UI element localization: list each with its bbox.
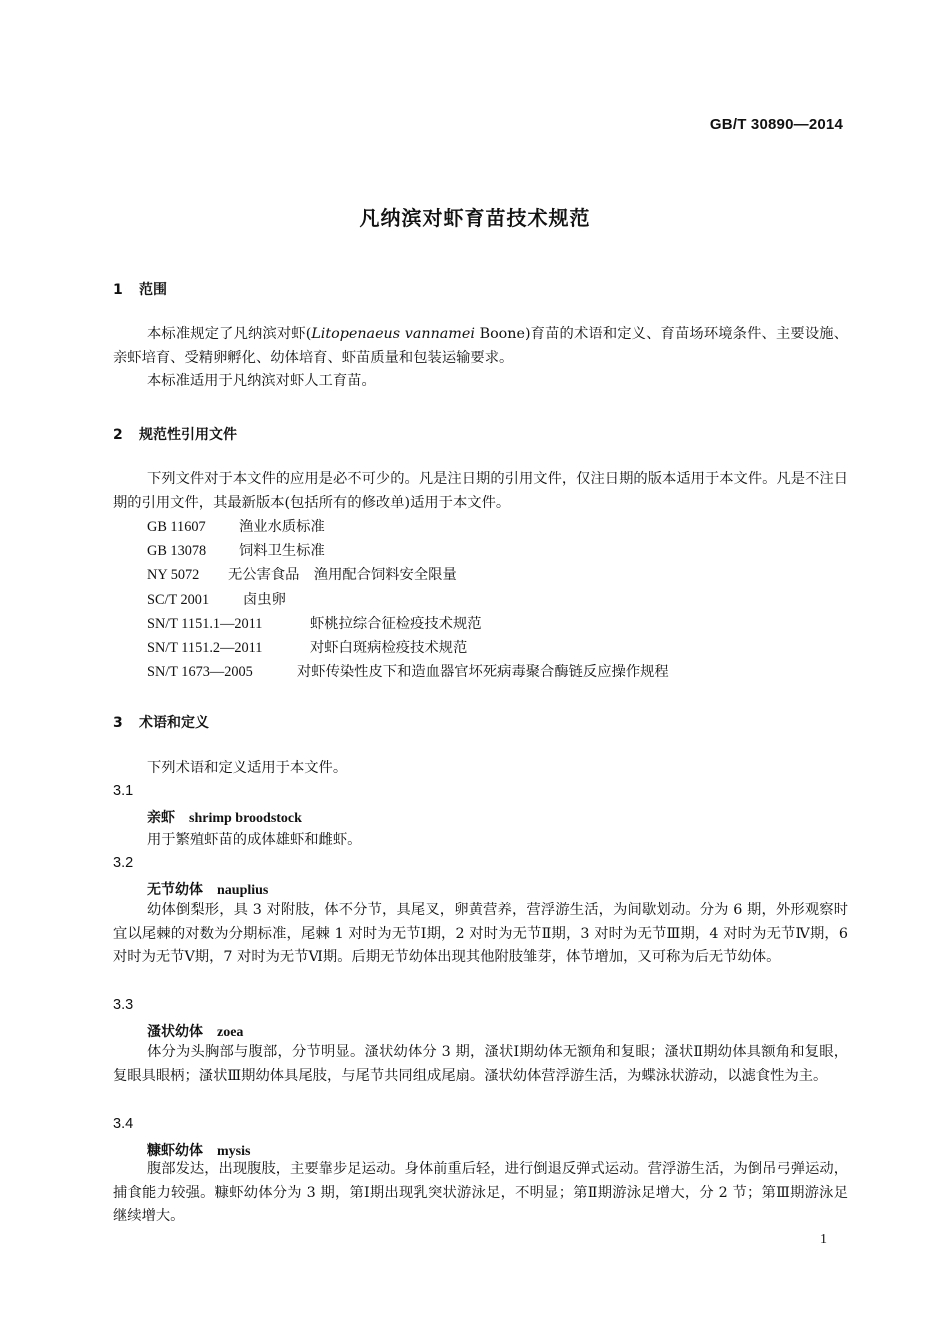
reference-name: 卤虫卵 [243,592,286,608]
section-number: 2 [113,427,123,443]
reference-item [147,564,457,584]
section-heading-normative [113,424,237,444]
scope-paragraph-2: 本标准适用于凡纳滨对虾人工育苗。 [147,373,376,389]
reference-code: SN/T 1151.1—2011 [147,616,263,632]
clause-number: 3.3 [113,997,134,1013]
reference-code: SN/T 1151.2—2011 [147,640,263,656]
normative-intro: 下列文件对于本文件的应用是必不可少的。凡是注日期的引用文件，仅注日期的版本适用于本文件。凡是不注日期的引用文件，其最新版本(包括所有的修改单)适用于本文件。 [113,471,848,511]
page-number: 1 [820,1232,827,1247]
section-number: 1 [113,282,123,298]
section-heading-terms [113,712,209,732]
term-chinese: 溞状幼体 [147,1024,203,1040]
section-heading-scope [113,279,167,299]
reference-name: 渔业水质标准 [239,519,325,535]
term-chinese: 糠虾幼体 [147,1143,203,1159]
standard-number: GB/T 30890—2014 [709,116,843,133]
term-definition: 幼体倒梨形，具 3 对附肢，体不分节，具尾叉，卵黄营养，营浮游生活，为间歇划动。分为 6 期，外形观察时宜以尾棘的对数为分期标准，尾棘 1 对时为无节Ⅰ期，2 对时为无节Ⅱ期，3 对时为无节Ⅲ期，4 对时为无节Ⅳ期，6 对时为无节Ⅴ期，7 对时为无节Ⅵ期。后期无节幼体出现其他附肢雏芽，体节增加，又可称为后无节幼体。 [113,902,848,965]
clause-number: 3.1 [113,783,134,799]
section-title: 规范性引用文件 [139,427,237,443]
reference-item [147,613,482,633]
term-heading [147,807,302,827]
reference-item [147,637,467,657]
reference-code: SC/T 2001 [147,592,210,608]
reference-item [147,516,325,536]
term-heading [147,879,268,899]
term-definition: 腹部发达，出现腹肢，主要靠步足运动。身体前重后轻，进行倒退反弹式运动。营浮游生活，为倒吊弓弹运动，捕食能力较强。糠虾幼体分为 3 期，第Ⅰ期出现乳突状游泳足，不明显；第Ⅱ期游泳足增大，分 2 节；第Ⅲ期游泳足继续增大。 [113,1161,848,1224]
reference-code: GB 11607 [147,519,206,535]
document-title: 凡纳滨对虾育苗技术规范 [359,206,591,230]
reference-name: 对虾传染性皮下和造血器官坏死病毒聚合酶链反应操作规程 [297,664,669,680]
section-number: 3 [113,715,123,731]
term-chinese: 亲虾 [147,810,175,826]
reference-name: 对虾白斑病检疫技术规范 [310,640,468,656]
term-chinese: 无节幼体 [147,882,203,898]
term-english: nauplius [217,883,269,898]
term-definition: 用于繁殖虾苗的成体雄虾和雌虾。 [147,832,362,848]
reference-item [147,540,325,560]
term-english: mysis [217,1144,251,1159]
scientific-name: Litopenaeus vannamei [311,326,475,342]
term-heading [147,1021,243,1041]
reference-name: 无公害食品 渔用配合饲料安全限量 [228,567,457,583]
reference-code: NY 5072 [147,567,200,583]
section-title: 范围 [139,282,167,298]
clause-number: 3.2 [113,855,134,871]
section-title: 术语和定义 [139,715,209,731]
reference-name: 虾桃拉综合征检疫技术规范 [310,616,482,632]
term-english: zoea [217,1025,244,1040]
reference-item [147,589,286,609]
terms-intro: 下列术语和定义适用于本文件。 [147,760,348,776]
reference-item [147,661,669,681]
term-english: shrimp broodstock [189,811,302,826]
term-definition: 体分为头胸部与腹部，分节明显。溞状幼体分 3 期，溞状Ⅰ期幼体无额角和复眼；溞状Ⅱ期幼体具额角和复眼，复眼具眼柄；溞状Ⅲ期幼体具尾肢，与尾节共同组成尾扇。溞状幼体营浮游生活，为蝶泳状游动，以滤食性为主。 [113,1044,848,1084]
clause-number: 3.4 [113,1116,134,1132]
term-heading [147,1140,250,1160]
reference-code: GB 13078 [147,543,207,559]
scope-paragraph-1: 本标准规定了凡纳滨对虾(Litopenaeus vannamei Boone)育苗的术语和定义、育苗场环境条件、主要设施、亲虾培育、受精卵孵化、幼体培育、虾苗质量和包装运输要求。 [113,326,848,366]
reference-code: SN/T 1673—2005 [147,664,253,680]
reference-name: 饲料卫生标准 [239,543,325,559]
